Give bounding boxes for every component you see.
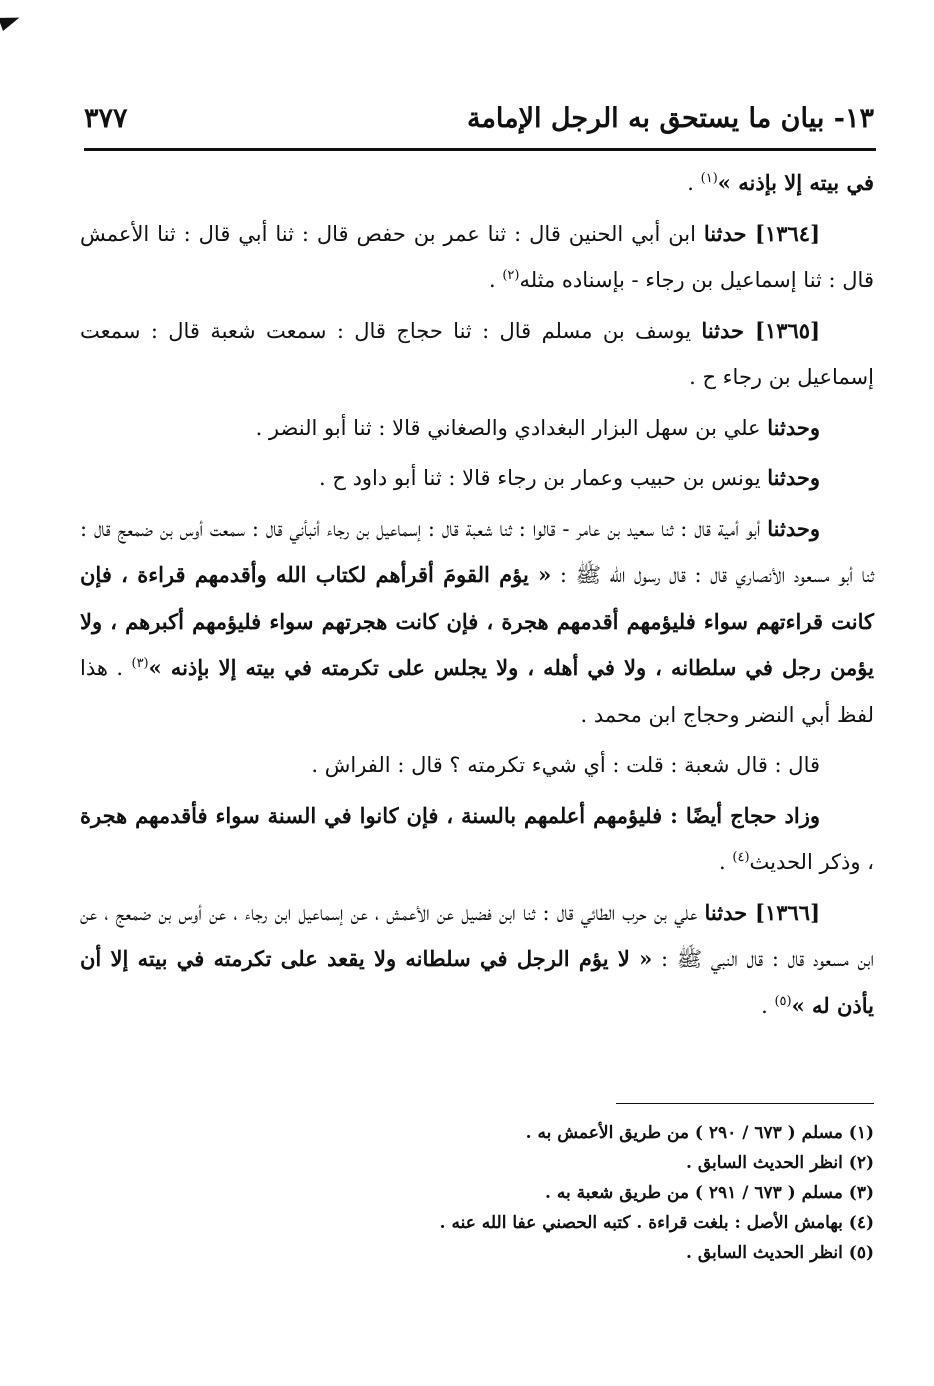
hadith-quote: « يؤم القومَ أقرأهم لكتاب الله وأقدمهم قراءة ، فإن كانت قراءتهم سواء فليؤمهم أقدمهم هجرة ، فإن كانت هجرتهم سواء فليؤمهم أكبرهم ، ولا يؤمن رجل في سلطانه ، ولا في أهله ، ولا يجلس على تكرمته في بيته إلا بإذنه » [80,562,874,680]
paragraph-1366 [80,890,874,1030]
hadith-number: [١٣٦٤] [755,220,820,246]
isnad-text: علي بن سهل البزار البغدادي والصغاني قالا : ثنا أبو النضر . [255,415,768,440]
paragraph-isnad-3 [80,455,874,502]
haddathana: وحدثنا [767,465,820,490]
isnad-text: يونس بن حبيب وعمار بن رجاء قالا : ثنا أبو داود ح . [318,466,768,490]
paragraph-1364 [80,211,874,304]
punctuation: . [719,850,733,874]
footnote-1: (١) مسلم ( ٦٧٣ / ٢٩٠ ) من طريق الأعمش به . [525,1123,874,1143]
punctuation: . [488,268,503,292]
footnote-ref-2: (٢) [502,268,520,283]
hadith-number: [١٣٦٦] [755,899,820,925]
page-header [84,96,874,140]
commentary-text: ، وذكر الحديث [749,850,874,874]
haddathana: حدثنا [701,317,755,343]
main-text [80,160,874,1033]
footnote-ref-3: (٣) [131,656,149,671]
chapter-title: ١٣- بيان ما يستحق به الرجل الإمامة [466,102,874,134]
footnotes [80,1118,874,1268]
haddathana: وحدثنا [767,515,821,541]
addition-text: وزاد حجاج أيضًا : فليؤمهم أعلمهم بالسنة ، فإن كانوا في السنة سواء فأقدمهم هجرة [80,802,820,828]
footnote-ref-4: (٤) [732,850,750,865]
footnote-2: (٢) انظر الحديث السابق . [686,1153,874,1173]
isnad-text: ابن أبي الحنين قال : ثنا عمر بن حفص قال : ثنا أبي قال : ثنا الأعمش قال : ثنا إسماعيل بن رجاء - بإسناده مثله [80,221,874,292]
paragraph-hajjaj [80,793,874,886]
footnote-3: (٣) مسلم ( ٦٧٣ / ٢٩١ ) من طريق شعبة به . [545,1183,874,1203]
page-number: ٣٧٧ [84,102,128,134]
hadith-number: [١٣٦٥] [755,317,820,343]
haddathana: حدثنا [703,220,755,246]
isnad-text: أبو أمية قال : ثنا سعيد بن عامر - قالوا : ثنا شعبة قال : إسماعيل بن رجاء أنبأني قال : سمعت أوس بن ضمعج قال : ثنا أبو مسعود الأنصاري قال : قال رسول الله ﷺ : [80,516,874,587]
hadith-quote: في بيته إلا بإذنه » [717,170,874,195]
isnad-text: علي بن حرب الطائي قال : ثنا ابن فضيل عن الأعمش ، عن إسماعيل ابن رجاء ، عن أوس بن ضمعج ، عن ابن مسعود قال : قال النبي ﷺ : [80,900,874,971]
paragraph-isnad-4 [80,506,874,739]
footnote-ref-1: (١) [700,171,718,186]
punctuation: . [761,993,775,1018]
isnad-text: يوسف بن مسلم قال : ثنا حجاج قال : سمعت شعبة قال : سمعت إسماعيل بن رجاء ح . [80,318,874,389]
commentary-text: قال : قال شعبة : قلت : أي شيء تكرمته ؟ قال : الفراش . [311,753,820,777]
footnote-5: (٥) انظر الحديث السابق . [686,1243,874,1263]
footnote-rule [616,1103,874,1104]
paragraph-1365 [80,308,874,401]
paragraph-1 [80,160,874,207]
punctuation: . [687,171,701,195]
hadith-quote: « لا يؤم الرجل في سلطانه ولا يقعد على تكرمته في بيته إلا أن يأذن له » [80,946,874,1018]
footnote-ref-5: (٥) [774,993,792,1009]
closing-text: . هذا لفظ أبي النضر وحجاج ابن محمد . [80,656,874,727]
haddathana: وحدثنا [767,414,820,440]
header-rule [84,148,876,151]
paragraph-shuba [80,742,874,789]
haddathana: حدثنا [704,899,755,925]
corner-mark [0,11,22,31]
footnote-4: (٤) بهامش الأصل : بلغت قراءة . كتبه الحصني عفا الله عنه . [439,1213,874,1233]
paragraph-isnad-2 [80,405,874,452]
